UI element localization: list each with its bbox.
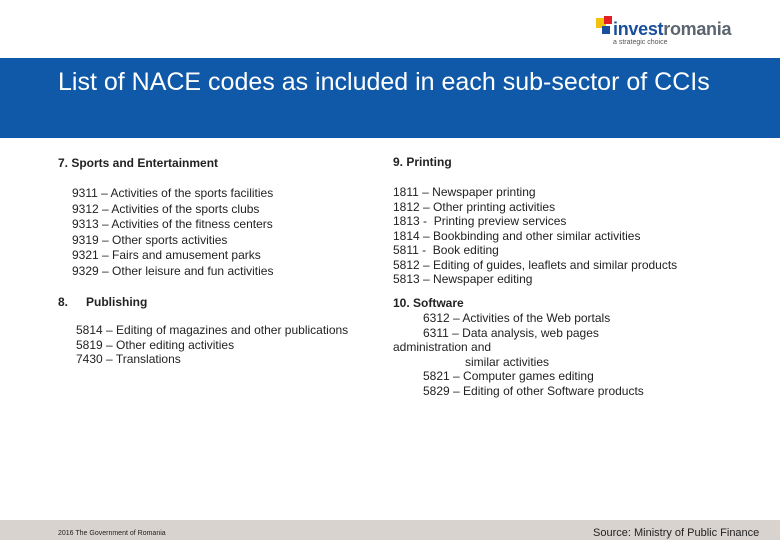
list-item: 1814 – Bookbinding and other similar activities (393, 228, 641, 243)
section-10-heading: 10. Software (393, 296, 464, 310)
slide-title: List of NACE codes as included in each sub-sector of CCIs (58, 68, 710, 96)
list-item: 9313 – Activities of the fitness centers (72, 217, 273, 231)
list-item: 6312 – Activities of the Web portals (423, 311, 611, 325)
list-item: 6311 – Data analysis, web pages (423, 326, 599, 340)
list-item: 5814 – Editing of magazines and other publications (76, 323, 349, 337)
list-item: 5811 - Book editing (393, 243, 499, 257)
list-item: 5812 – Editing of guides, leaflets and similar products (393, 257, 678, 272)
list-item: 9329 – Other leisure and fun activities (72, 263, 274, 278)
list-item: 7430 – Translations (76, 352, 181, 366)
list-item: 5813 – Newspaper editing (393, 272, 533, 286)
list-item: 5819 – Other editing activities (76, 337, 235, 352)
footer-copyright: 2016 The Government of Romania (58, 530, 166, 537)
footer-source: Source: Ministry of Public Finance (593, 527, 760, 539)
list-item: 5821 – Computer games editing (423, 369, 594, 383)
section-8-heading: Publishing (86, 295, 148, 309)
list-item: 5829 – Editing of other Software products (423, 384, 644, 398)
list-item: 1813 - Printing preview services (393, 214, 567, 228)
list-item: 1811 – Newspaper printing (393, 185, 536, 199)
list-item: 1812 – Other printing activities (393, 199, 556, 214)
title-bar (0, 58, 780, 138)
list-item-continuation: administration and (393, 340, 492, 354)
logo-tagline: a strategic choice (613, 39, 668, 46)
investromania-logo (596, 14, 776, 54)
list-item: 9312 – Activities of the sports clubs (72, 201, 260, 216)
section-8-number: 8. (58, 295, 69, 309)
section-8-list (76, 323, 348, 367)
list-item: 9319 – Other sports activities (72, 232, 228, 247)
list-item: 9321 – Fairs and amusement parks (72, 248, 261, 262)
list-item: 9311 – Activities of the sports facilities (72, 186, 274, 200)
section-7-heading: 7. Sports and Entertainment (58, 156, 219, 170)
section-9-heading: 9. Printing (393, 155, 452, 169)
section-9-list (393, 185, 677, 287)
section-7-list (72, 186, 273, 279)
list-item-continuation: similar activities (465, 355, 550, 369)
logo-wordmark: investromania (613, 19, 732, 39)
